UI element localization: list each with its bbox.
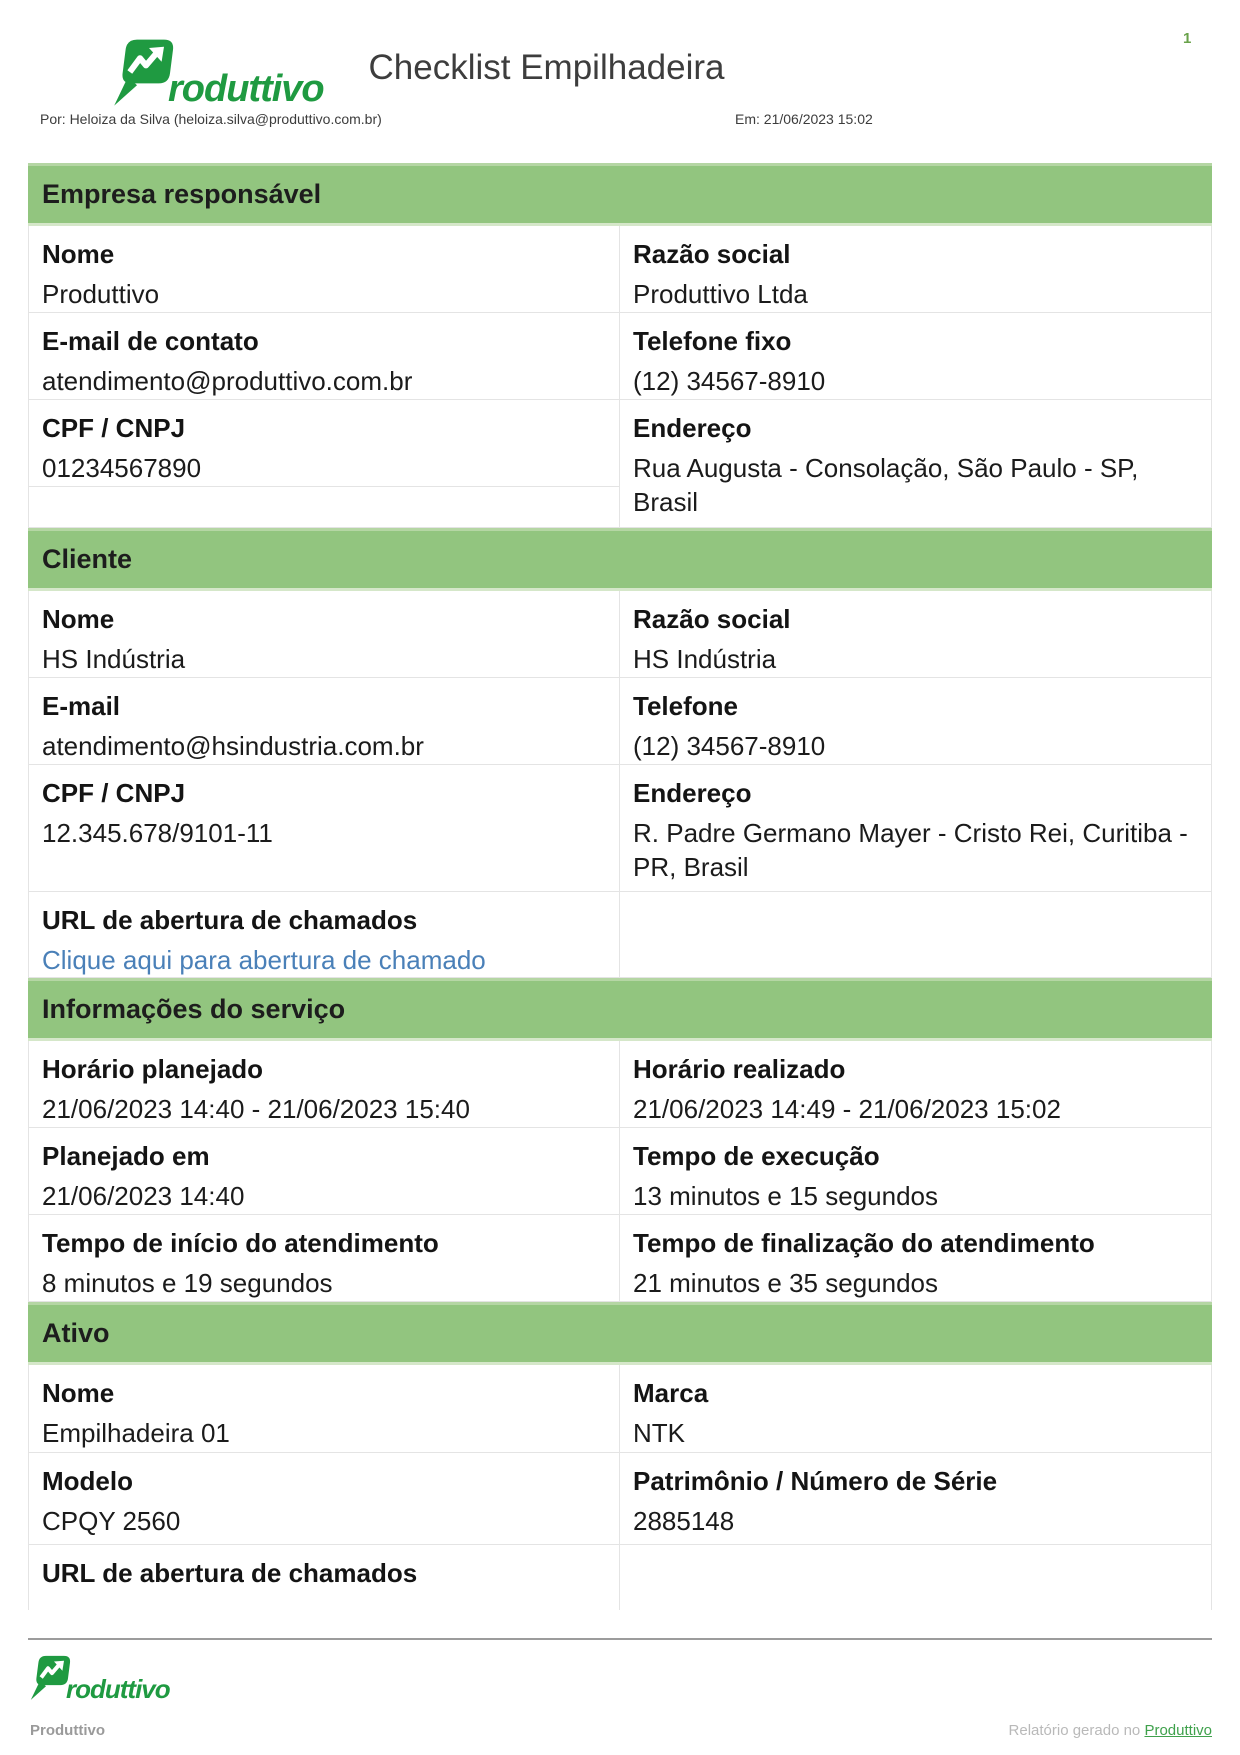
field-ativo-marca: Marca NTK (620, 1365, 1211, 1453)
footer-produttivo-link[interactable]: Produttivo (1144, 1722, 1212, 1739)
empty-cell (620, 1545, 1211, 1610)
section-header-ativo: Ativo (28, 1302, 1212, 1365)
footer-brand-name: Produttivo (30, 1722, 105, 1739)
field-empresa-cpf-cnpj: CPF / CNPJ 01234567890 (29, 400, 619, 487)
field-ativo-modelo: Modelo CPQY 2560 (29, 1453, 619, 1545)
open-ticket-link[interactable]: Clique aqui para abertura de chamado (42, 945, 486, 975)
section-empresa-responsavel (28, 163, 1212, 528)
field-empresa-nome: Nome Produttivo (29, 226, 619, 313)
footer-produttivo-logo (28, 1652, 170, 1708)
field-ativo-nome: Nome Empilhadeira 01 (29, 1365, 619, 1453)
footer-divider (28, 1638, 1212, 1640)
field-empresa-email: E-mail de contato atendimento@produttivo.com.br (29, 313, 619, 400)
field-cliente-url-chamados: URL de abertura de chamados Clique aqui para abertura de chamado (29, 892, 619, 978)
field-cliente-nome: Nome HS Indústria (29, 591, 619, 678)
report-author: Por: Heloiza da Silva (heloiza.silva@produttivo.com.br) (40, 111, 382, 127)
section-informacoes-servico (28, 978, 1212, 1302)
field-empresa-razao-social: Razão social Produttivo Ltda (620, 226, 1211, 313)
section-header-cliente: Cliente (28, 528, 1212, 591)
section-ativo (28, 1302, 1212, 1610)
field-cliente-cpf-cnpj: CPF / CNPJ 12.345.678/9101-11 (29, 765, 619, 892)
page-title: Checklist Empilhadeira (368, 48, 725, 87)
field-cliente-endereco: Endereço R. Padre Germano Mayer - Cristo Rei, Curitiba - PR, Brasil (620, 765, 1211, 892)
section-header-empresa: Empresa responsável (28, 163, 1212, 226)
field-tempo-finalizacao: Tempo de finalização do atendimento 21 minutos e 35 segundos (620, 1215, 1211, 1302)
field-ativo-url-chamados: URL de abertura de chamados (29, 1545, 619, 1610)
field-empresa-telefone-fixo: Telefone fixo (12) 34567-8910 (620, 313, 1211, 400)
empty-cell (620, 892, 1211, 978)
field-planejado-em: Planejado em 21/06/2023 14:40 (29, 1128, 619, 1215)
field-cliente-telefone: Telefone (12) 34567-8910 (620, 678, 1211, 765)
footer-generated-note: Relatório gerado no Produttivo (1008, 1722, 1212, 1739)
section-header-servico: Informações do serviço (28, 978, 1212, 1041)
field-cliente-razao-social: Razão social HS Indústria (620, 591, 1211, 678)
report-datetime: Em: 21/06/2023 15:02 (735, 111, 873, 127)
field-horario-planejado: Horário planejado 21/06/2023 14:40 - 21/06/2023 15:40 (29, 1041, 619, 1128)
section-cliente (28, 528, 1212, 978)
empty-cell (29, 487, 619, 528)
field-horario-realizado: Horário realizado 21/06/2023 14:49 - 21/06/2023 15:02 (620, 1041, 1211, 1128)
field-ativo-patrimonio: Patrimônio / Número de Série 2885148 (620, 1453, 1211, 1545)
field-tempo-execucao: Tempo de execução 13 minutos e 15 segundos (620, 1128, 1211, 1215)
produttivo-logo-text: roduttivo (168, 68, 324, 110)
field-tempo-inicio: Tempo de início do atendimento 8 minutos e 19 segundos (29, 1215, 619, 1302)
page-number: 1 (1183, 30, 1192, 47)
produttivo-logo-text: roduttivo (66, 1674, 170, 1704)
field-empresa-endereco: Endereço Rua Augusta - Consolação, São Paulo - SP, Brasil (620, 400, 1211, 528)
field-cliente-email: E-mail atendimento@hsindustria.com.br (29, 678, 619, 765)
report-body (28, 163, 1212, 1610)
